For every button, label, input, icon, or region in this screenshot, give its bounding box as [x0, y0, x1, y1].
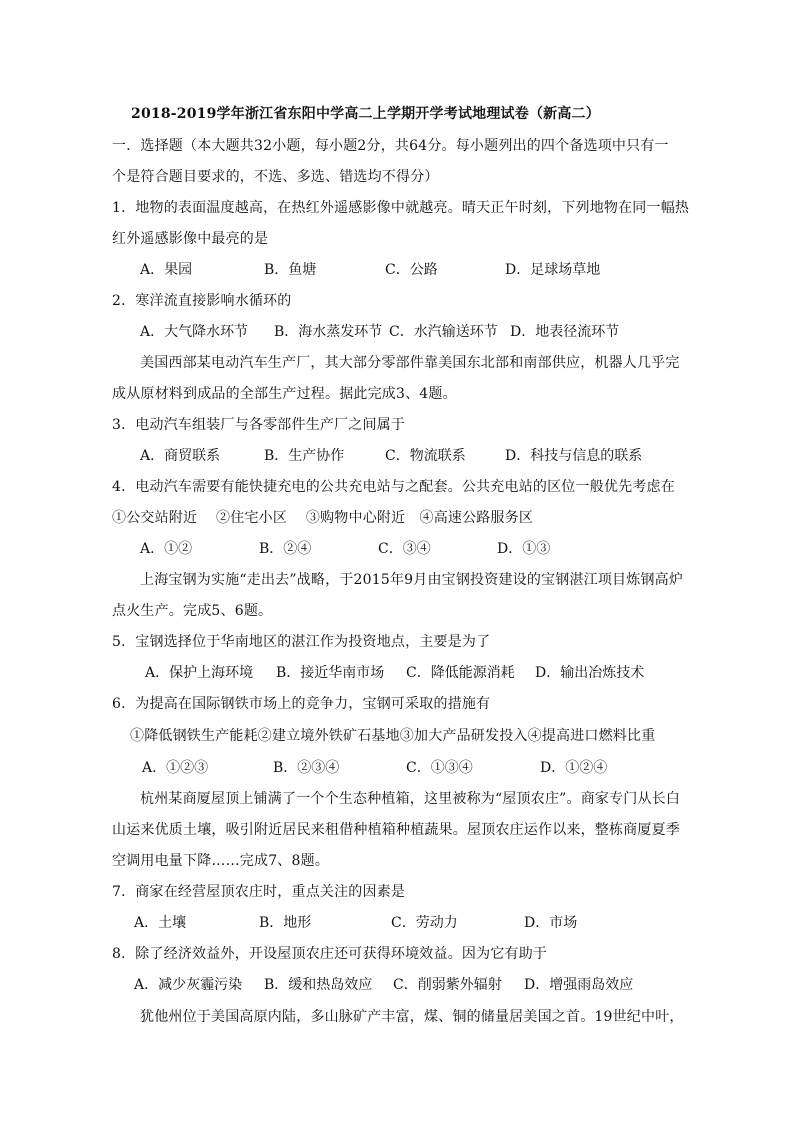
passage-4-line1: 犹他州位于美国高原内陆，多山脉矿产丰富，煤、铜的储量居美国之首。19世纪中叶，	[140, 1009, 684, 1025]
q7-option-c: C．劳动力	[391, 915, 458, 931]
q4-option-a: A．①②	[140, 541, 193, 557]
q1-option-b: B．鱼塘	[264, 262, 317, 278]
question-8-stem: 8．除了经济效益外，开设屋顶农庄还可获得环境效益。因为它有助于	[112, 946, 548, 962]
q3-option-d: D．科技与信息的联系	[505, 448, 643, 464]
q8-option-d: D．增强雨岛效应	[524, 977, 634, 993]
question-6-line2: ①降低钢铁生产能耗②建立境外铁矿石基地③加大产品研发投入④提高进口燃料比重	[130, 728, 656, 744]
q7-option-a: A．土壤	[134, 915, 187, 931]
q2-option-b: B．海水蒸发环节	[274, 324, 383, 340]
q4-option-d: D．①③	[497, 541, 551, 557]
q4-option-c: C．③④	[378, 541, 431, 557]
question-1-line1: 1．地物的表面温度越高，在热红外遥感影像中就越亮。晴天正午时刻，下列地物在同一幅热	[112, 200, 690, 216]
passage-1-line1: 美国西部某电动汽车生产厂，其大部分零部件靠美国东北部和南部供应，机器人几乎完	[140, 355, 680, 371]
q8-option-b: B．缓和热岛效应	[264, 977, 373, 993]
q3-option-b: B．生产协作	[264, 448, 345, 464]
q6-option-a: A．①②③	[142, 760, 209, 776]
passage-2-line1: 上海宝钢为实施“走出去”战略，于2015年9月由宝钢投资建设的宝钢湛江项目炼钢高炉	[140, 572, 684, 588]
question-5-stem: 5．宝钢选择位于华南地区的湛江作为投资地点，主要是为了	[112, 634, 491, 650]
question-4-line2: ①公交站附近 ②住宅小区 ③购物中心附近 ④高速公路服务区	[112, 510, 534, 526]
q6-option-c: C．①③④	[406, 760, 473, 776]
passage-3-line1: 杭州某商厦屋顶上铺满了一个个生态种植箱，这里被称为“屋顶农庄”。商家专门从长白	[140, 791, 681, 807]
q7-option-d: D．市场	[524, 915, 578, 931]
passage-3-line2: 山运来优质土壤，吸引附近居民来租借种植箱种植蔬果。屋顶农庄运作以来，整栋商厦夏季	[112, 822, 680, 838]
question-2-stem: 2．寒洋流直接影响水循环的	[112, 293, 292, 309]
q1-option-a: A．果园	[140, 262, 193, 278]
passage-3-line3: 空调用电量下降……完成7、8题。	[112, 853, 330, 869]
q5-option-b: B．接近华南市场	[276, 665, 385, 681]
question-7-stem: 7．商家在经营屋顶农庄时，重点关注的因素是	[112, 884, 406, 900]
q7-option-b: B．地形	[259, 915, 312, 931]
q3-option-a: A．商贸联系	[140, 448, 221, 464]
exam-title: 2018-2019学年浙江省东阳中学高二上学期开学考试地理试卷（新高二）	[131, 106, 600, 122]
question-3-stem: 3．电动汽车组装厂与各零部件生产厂之间属于	[112, 417, 406, 433]
question-6-stem: 6．为提高在国际钢铁市场上的竞争力，宝钢可采取的措施有	[112, 696, 491, 712]
q8-option-a: A．减少灰霾污染	[134, 977, 243, 993]
q1-option-c: C．公路	[385, 262, 438, 278]
passage-2-line2: 点火生产。完成5、6题。	[112, 603, 273, 619]
passage-1-line2: 成从原材料到成品的全部生产过程。据此完成3、4题。	[112, 386, 457, 402]
q5-option-c: C．降低能源消耗	[406, 665, 515, 681]
question-1-line2: 红外遥感影像中最亮的是	[112, 231, 269, 247]
q2-option-a: A．大气降水环节	[140, 324, 249, 340]
q1-option-d: D．足球场草地	[505, 262, 601, 278]
q5-option-a: A．保护上海环境	[145, 665, 254, 681]
q2-option-c: C．水汽输送环节	[389, 324, 498, 340]
q8-option-c: C．削弱紫外辐射	[393, 977, 502, 993]
q3-option-c: C．物流联系	[385, 448, 466, 464]
question-4-line1: 4．电动汽车需要有能快捷充电的公共充电站与之配套。公共充电站的区位一般优先考虑在	[112, 479, 675, 495]
section-instructions-line2: 个是符合题目要求的，不选、多选、错选均不得分）	[112, 169, 439, 185]
section-instructions-line1: 一．选择题（本大题共32小题，每小题2分，共64分。每小题列出的四个备选项中只有一	[112, 138, 669, 154]
q6-option-b: B．②③④	[273, 760, 340, 776]
q6-option-d: D．①②④	[540, 760, 608, 776]
q4-option-b: B．②④	[259, 541, 312, 557]
q2-option-d: D．地表径流环节	[510, 324, 620, 340]
q5-option-d: D．输出冶炼技术	[535, 665, 645, 681]
